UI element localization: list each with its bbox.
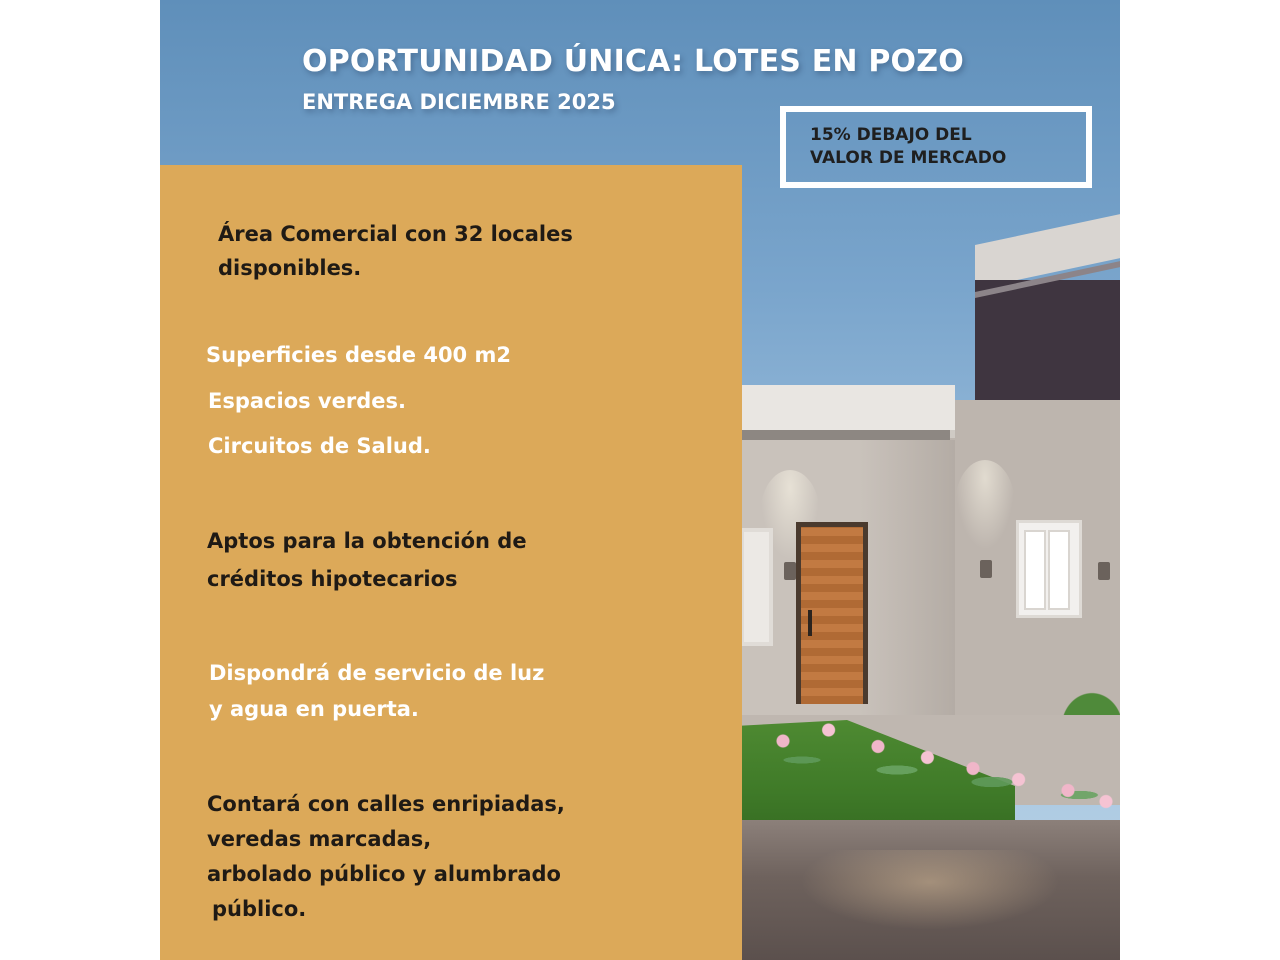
feature-comercial [218,217,573,285]
feature-creditos [207,522,527,598]
wall-light-glow [955,460,1015,550]
left-window [740,528,773,646]
feature-line: Contará con calles enripiadas, [207,792,565,816]
feature-line: veredas marcadas, [207,827,432,851]
badge-line-2: VALOR DE MERCADO [810,148,1007,168]
feature-line: y agua en puerta. [209,697,419,721]
feature-calles [207,787,565,927]
real-estate-ad [160,0,1120,960]
main-wall-shade [860,440,955,730]
feature-line: público. [212,897,307,921]
feature-line: créditos hipotecarios [207,567,458,591]
feature-espacios [208,386,406,416]
wall-lamp-icon [784,562,796,580]
subheadline: ENTREGA DICIEMBRE 2025 [302,90,616,114]
roof-band [735,430,950,440]
feature-superficies [206,340,511,370]
feature-line: Dispondrá de servicio de luz [209,661,545,685]
door-handle [808,610,812,636]
wall-lamp-icon [980,560,992,578]
headline: OPORTUNIDAD ÚNICA: LOTES EN POZO [302,44,964,79]
feature-line: Aptos para la obtención de [207,529,527,553]
feature-line: disponibles. [218,256,362,280]
window-pane [1024,530,1046,610]
badge-line-1: 15% DEBAJO DEL [810,125,972,145]
driveway-reflection [800,850,1060,930]
feature-servicios [209,655,544,727]
feature-circuitos [208,431,431,461]
feature-line: Superficies desde 400 m2 [206,343,511,367]
feature-line: Circuitos de Salud. [208,434,431,458]
window-pane [1048,530,1070,610]
feature-line: arbolado público y alumbrado [207,862,561,886]
feature-line: Área Comercial con 32 locales [218,222,573,246]
discount-badge [780,106,1092,188]
flower-bed [745,708,1120,818]
wall-lamp-icon [1098,562,1110,580]
feature-line: Espacios verdes. [208,389,406,413]
